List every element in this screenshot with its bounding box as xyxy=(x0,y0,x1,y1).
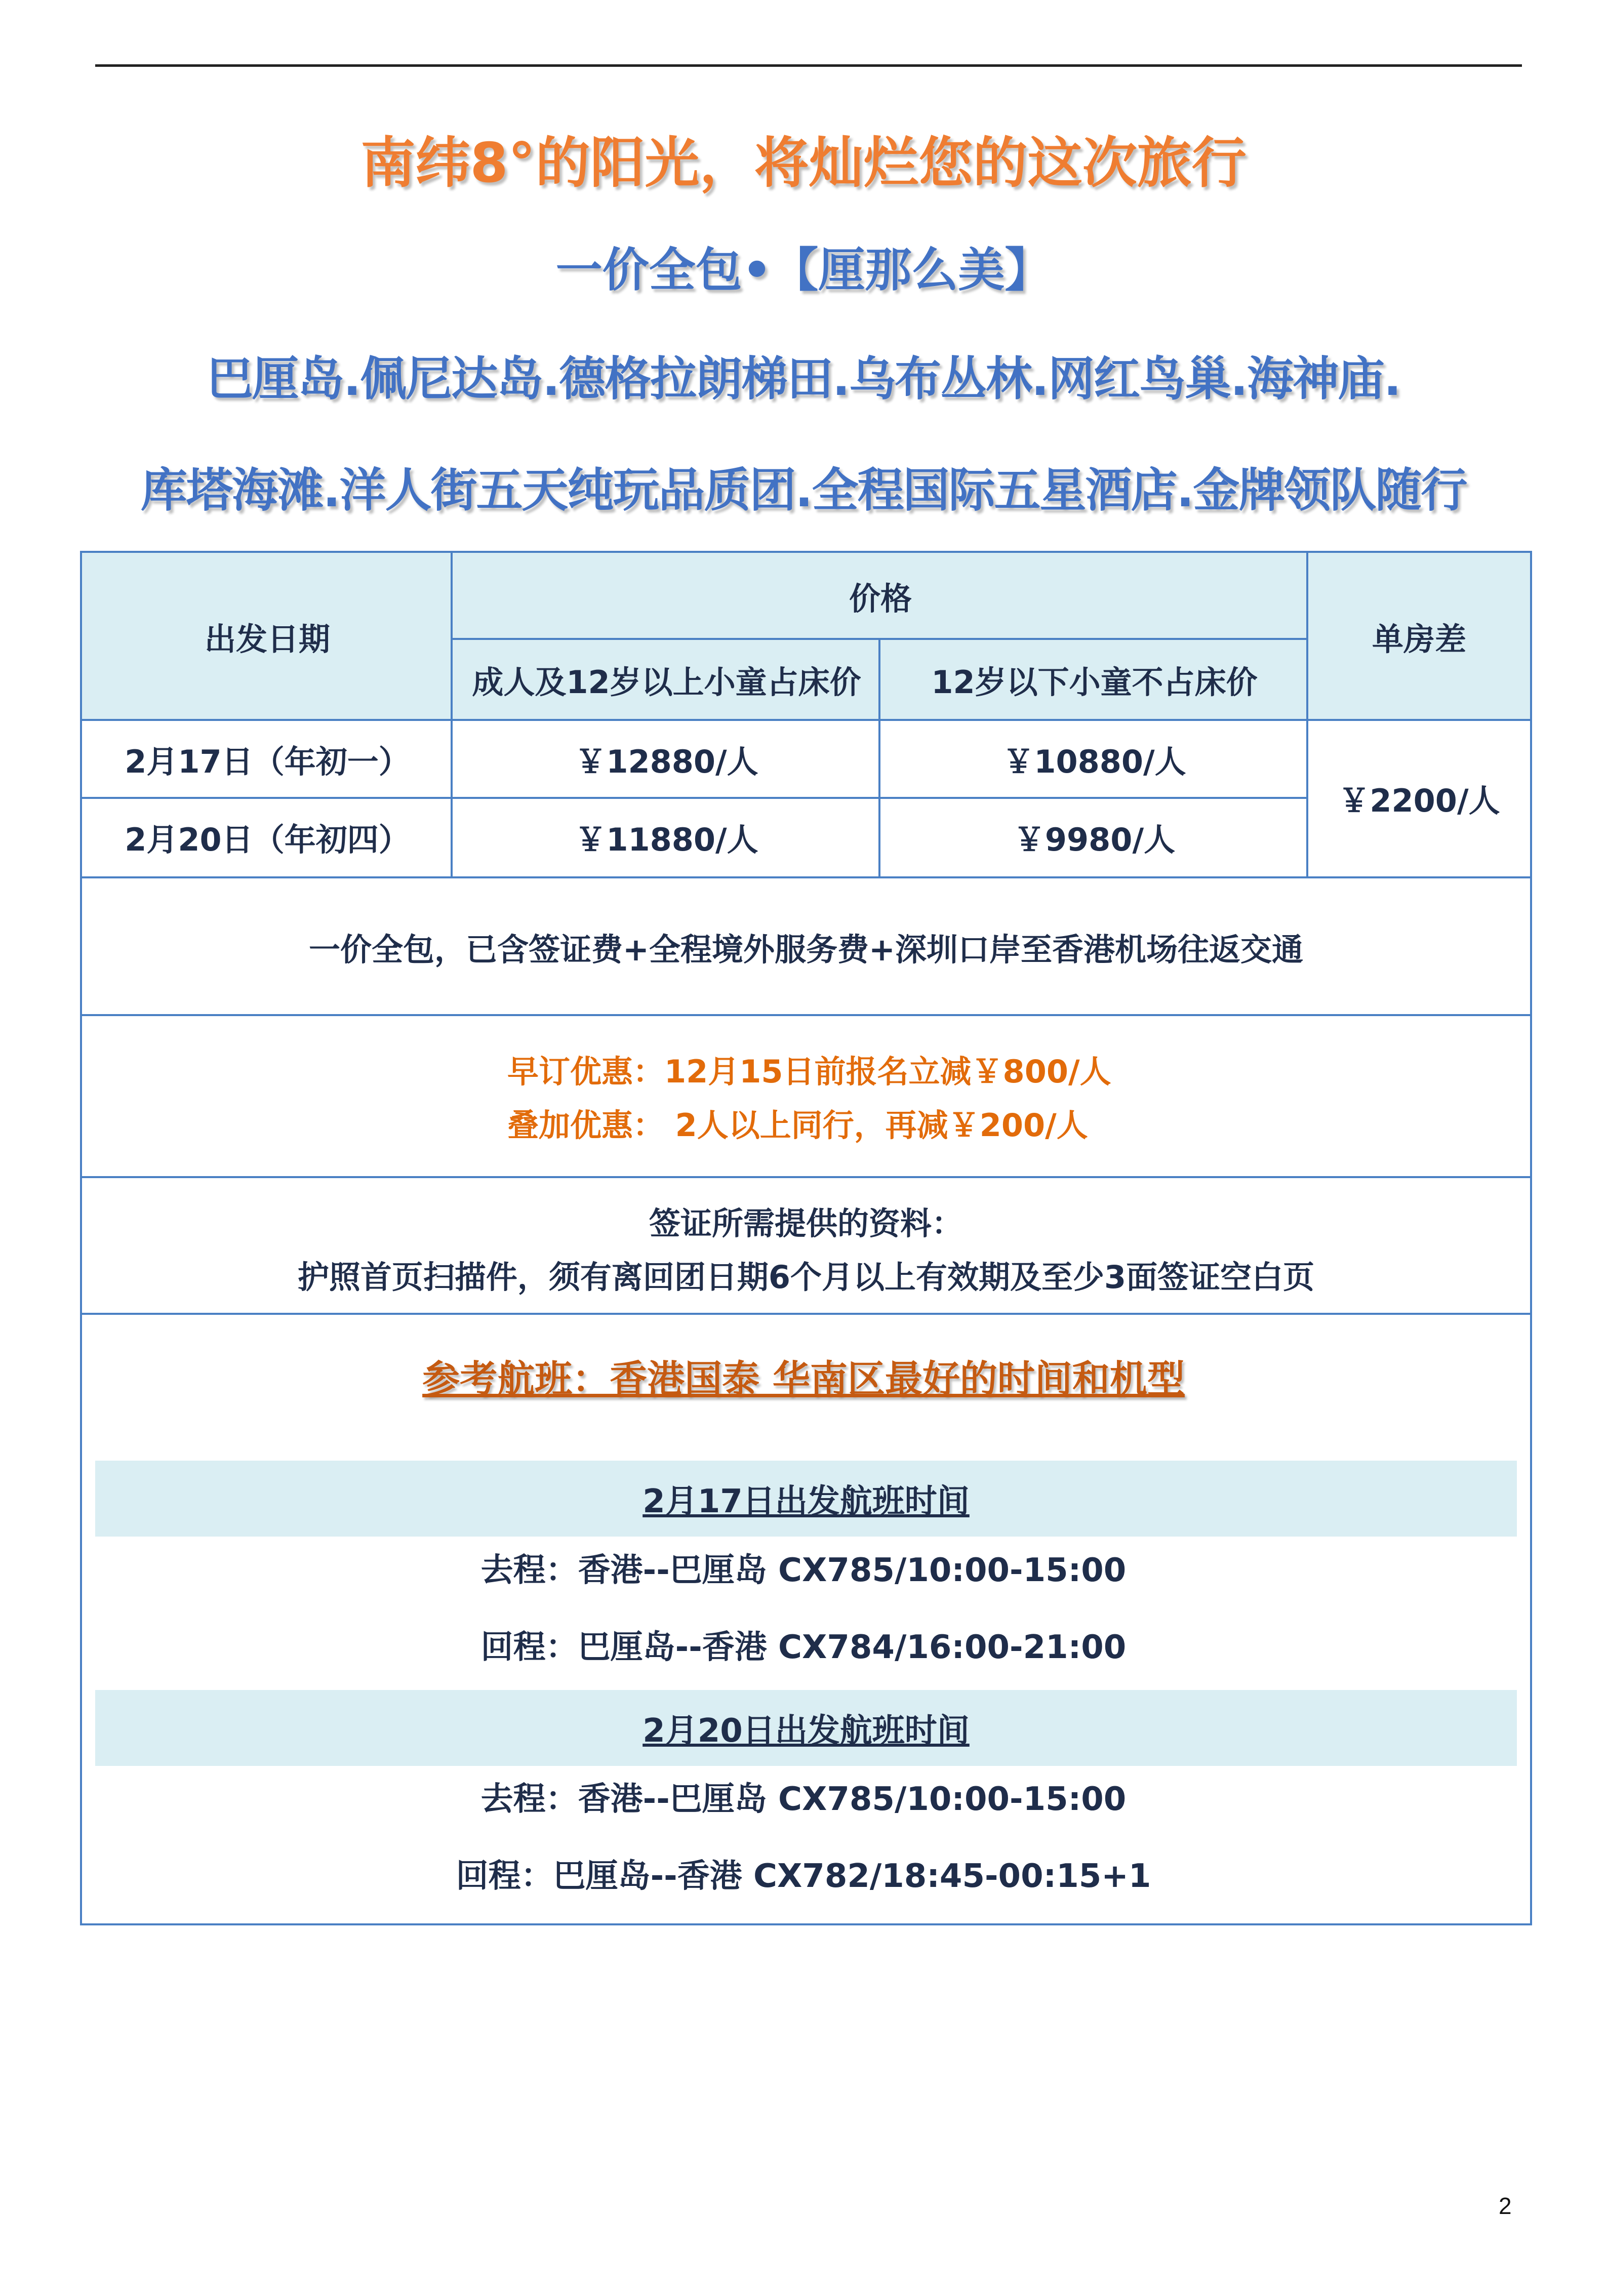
flight-group-1-outbound: 去程：香港--巴厘岛 CX785/10:00-15:00 xyxy=(480,1552,1127,1589)
single-supplement-price: ￥2200/人 xyxy=(1338,782,1500,819)
visa-requirements xyxy=(82,1177,1530,1314)
flight-group-1-heading: 2月17日出发航班时间 xyxy=(95,1461,1517,1537)
product-name: 一价全包•【厘那么美】 xyxy=(555,243,1052,297)
page-title: 南纬8°的阳光，将灿烂您的这次旅行 xyxy=(360,132,1247,195)
visa-title: 签证所需提供的资料： xyxy=(649,1205,963,1242)
flight-group-2-outbound: 去程：香港--巴厘岛 CX785/10:00-15:00 xyxy=(480,1781,1127,1818)
row2-child-price: ￥9980/人 xyxy=(1013,821,1176,858)
grid-line xyxy=(451,638,1308,640)
header-departure-date: 出发日期 xyxy=(82,553,453,720)
visa-detail: 护照首页扫描件，须有离回团日期6个月以上有效期及至少3面签证空白页 xyxy=(297,1259,1315,1296)
row1-adult-price: ￥12880/人 xyxy=(575,743,758,780)
row2-adult-price: ￥11880/人 xyxy=(575,821,758,858)
row1-date: 2月17日（年初一） xyxy=(125,743,410,780)
promotions xyxy=(82,1015,1530,1177)
header-single-supplement: 单房差 xyxy=(1308,553,1530,720)
page-number: 2 xyxy=(1499,2193,1512,2219)
top-rule xyxy=(95,64,1522,67)
header-price: 价格 xyxy=(453,553,1308,639)
flight-group-2-return: 回程：巴厘岛--香港 CX782/18:45-00:15+1 xyxy=(456,1858,1151,1895)
grid-line xyxy=(80,797,1308,799)
grid-line xyxy=(451,551,453,877)
header-child-price: 12岁以下小童不占床价 xyxy=(880,639,1308,720)
inclusions-note: 一价全包，已含签证费+全程境外服务费+深圳口岸至香港机场往返交通 xyxy=(309,931,1303,968)
grid-line xyxy=(80,719,1532,721)
early-booking-discount: 早订优惠：12月15日前报名立减￥800/人 xyxy=(507,1053,1111,1090)
header-adult-price: 成人及12岁以上小童占床价 xyxy=(453,639,880,720)
grid-line xyxy=(878,639,880,877)
flight-section-title: 参考航班：香港国泰 华南区最好的时间和机型 xyxy=(422,1357,1185,1401)
flight-group-2-heading: 2月20日出发航班时间 xyxy=(95,1690,1517,1766)
row1-child-price: ￥10880/人 xyxy=(1002,743,1186,780)
itinerary-line-2: 库塔海滩.洋人街五天纯玩品质团.全程国际五星酒店.金牌领队随行 xyxy=(140,463,1467,517)
row2-date: 2月20日（年初四） xyxy=(125,821,410,858)
grid-line xyxy=(1306,551,1308,877)
group-discount: 叠加优惠： 2人以上同行，再减￥200/人 xyxy=(507,1107,1088,1144)
flight-group-1-return: 回程：巴厘岛--香港 CX784/16:00-21:00 xyxy=(480,1629,1127,1666)
itinerary-line-1: 巴厘岛.佩尼达岛.德格拉朗梯田.乌布丛林.网红鸟巢.海神庙. xyxy=(207,352,1400,406)
